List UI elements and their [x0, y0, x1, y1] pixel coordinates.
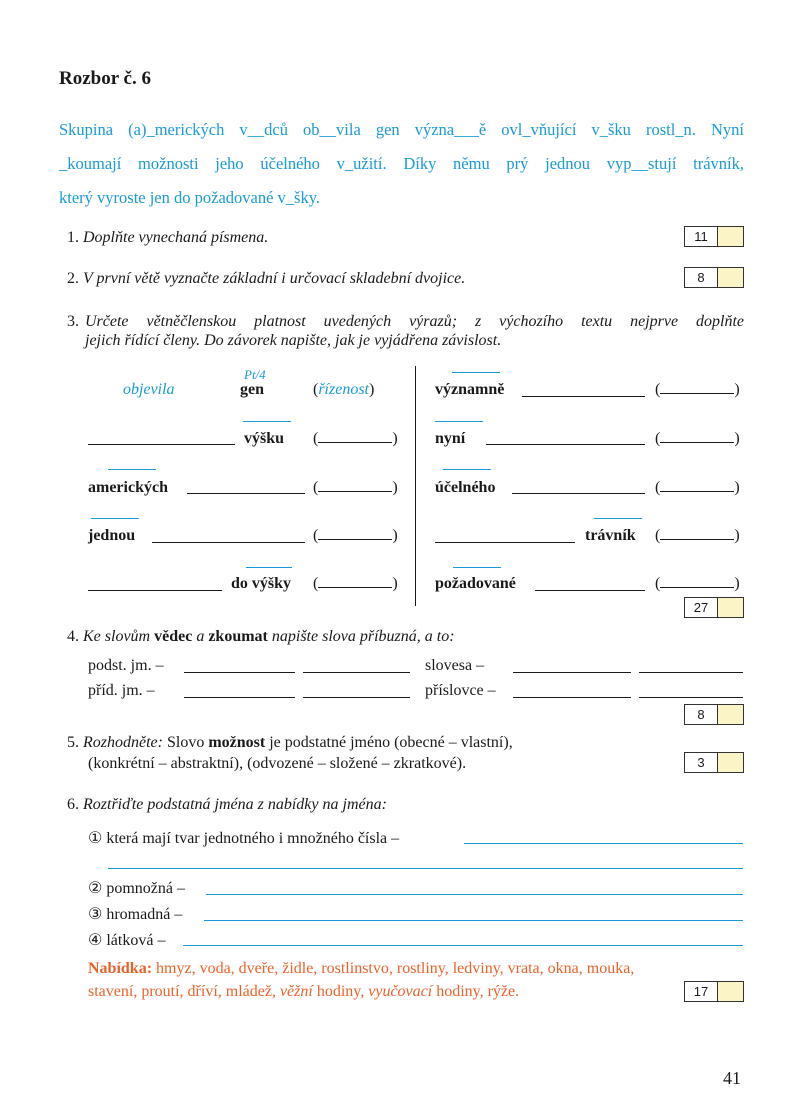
- relation-blank[interactable]: ( ): [655, 430, 740, 447]
- question-6: 6. Roztřiďte podstatná jména z nabídky na jména:: [67, 796, 387, 813]
- keyword: vědec: [154, 628, 193, 645]
- phrase-word: nyní: [435, 430, 466, 447]
- score-input[interactable]: [718, 705, 743, 724]
- category-item: ① která mají tvar jednotného i množného čísla –: [88, 830, 400, 847]
- answer-line[interactable]: [152, 542, 305, 543]
- example-relation: (řízenost): [313, 381, 375, 398]
- answer-line[interactable]: [184, 672, 295, 673]
- category-item: ③ hromadná –: [88, 906, 183, 923]
- score-input[interactable]: [718, 753, 743, 772]
- max-score: 3: [685, 753, 718, 772]
- answer-line[interactable]: [108, 469, 156, 470]
- word-offer-line2: stavení, proutí, dříví, mládež, věžní hodiny, vyučovací hodiny, rýže.: [88, 983, 520, 1000]
- category-item: ② pomnožná –: [88, 880, 185, 897]
- question-3: 3. Určete větněčlenskou platnost uvedených výrazů; z výchozího textu nejprve doplňte jejich řídící členy. Do závorek napište, jak je vyjádřena závislost.: [67, 313, 744, 349]
- phrase-word: amerických: [88, 479, 168, 496]
- example-label: Pt/4: [244, 367, 266, 382]
- question-2-text: V první větě vyznačte základní i určovací skladební dvojice.: [83, 270, 466, 287]
- score-input[interactable]: [718, 227, 743, 246]
- question-3-text: jejich řídící členy. Do závorek napište, jak je vyjádřena závislost.: [85, 332, 502, 349]
- question-3-text: Určete větněčlenskou platnost uvedených výrazů; z výchozího textu nejprve doplňte: [85, 313, 744, 330]
- phrase-word: jednou: [88, 527, 136, 544]
- max-score: 17: [685, 982, 718, 1001]
- phrase-word: účelného: [435, 479, 496, 496]
- passage-line: Skupina (a)_merických v__dců ob__vila gen význa___ě ovl_vňující v_šku rostl_n. Nyní: [59, 120, 744, 139]
- row-label: slovesa –: [425, 657, 485, 674]
- score-input[interactable]: [718, 598, 743, 617]
- source-passage: [59, 113, 744, 215]
- score-input[interactable]: [718, 268, 743, 287]
- answer-line[interactable]: [91, 518, 139, 519]
- score-box-q4[interactable]: [684, 704, 744, 725]
- score-input[interactable]: [718, 982, 743, 1001]
- max-score: 8: [685, 268, 718, 287]
- keyword: zkoumat: [208, 628, 268, 645]
- max-score: 11: [685, 227, 718, 246]
- question-5: 5. Rozhodněte: Slovo možnost je podstatné jméno (obecné – vlastní),: [67, 734, 513, 751]
- answer-line[interactable]: [639, 672, 743, 673]
- question-1-text: Doplňte vynechaná písmena.: [83, 229, 269, 246]
- page-number: 41: [723, 1068, 741, 1088]
- relation-blank[interactable]: ( ): [313, 430, 398, 447]
- passage-line: _koumají možnosti jeho účelného v_užití. Díky němu prý jednou vyp__stují trávník,: [59, 154, 744, 173]
- score-box-q6[interactable]: [684, 981, 744, 1002]
- max-score: 27: [685, 598, 718, 617]
- phrase-word: trávník: [585, 527, 636, 544]
- question-2: 2. V první větě vyznačte základní i určovací skladební dvojice.: [67, 270, 466, 287]
- relation-blank[interactable]: ( ): [655, 479, 740, 496]
- answer-line[interactable]: [88, 590, 222, 591]
- answer-line[interactable]: [243, 421, 291, 422]
- answer-line[interactable]: [108, 868, 743, 869]
- row-label: příslovce –: [425, 682, 496, 699]
- relation-blank[interactable]: ( ): [655, 527, 740, 544]
- word-offer: Nabídka: hmyz, voda, dveře, židle, rostlinstvo, rostliny, ledviny, vrata, okna, mouka,: [88, 960, 635, 977]
- row-label: podst. jm. –: [88, 657, 164, 674]
- page-title: Rozbor č. 6: [59, 68, 151, 89]
- answer-line[interactable]: [522, 396, 645, 397]
- relation-blank[interactable]: ( ): [313, 479, 398, 496]
- relation-blank[interactable]: ( ): [655, 381, 740, 398]
- relation-blank[interactable]: ( ): [655, 575, 740, 592]
- answer-line[interactable]: [443, 469, 491, 470]
- example-governing-word: objevila: [123, 381, 175, 398]
- keyword: možnost: [208, 734, 266, 751]
- answer-line[interactable]: [452, 372, 500, 373]
- question-6-text: Roztřiďte podstatná jména z nabídky na jména:: [83, 796, 387, 813]
- score-box-q3[interactable]: [684, 597, 744, 618]
- question-1: 1. Doplňte vynechaná písmena.: [67, 229, 269, 246]
- answer-line[interactable]: [435, 421, 483, 422]
- answer-line[interactable]: [513, 672, 631, 673]
- answer-line[interactable]: [435, 542, 575, 543]
- answer-line[interactable]: [464, 843, 743, 844]
- column-divider: [415, 366, 416, 606]
- answer-line[interactable]: [535, 590, 645, 591]
- max-score: 8: [685, 705, 718, 724]
- category-item: ④ látková –: [88, 932, 166, 949]
- answer-line[interactable]: [513, 697, 631, 698]
- phrase-word: do výšky: [231, 575, 292, 592]
- offer-label: Nabídka:: [88, 960, 153, 977]
- answer-line[interactable]: [204, 920, 743, 921]
- relation-blank[interactable]: ( ): [313, 575, 398, 592]
- example-word: gen: [240, 381, 264, 398]
- answer-line[interactable]: [486, 444, 645, 445]
- answer-line[interactable]: [88, 444, 235, 445]
- answer-line[interactable]: [303, 697, 410, 698]
- answer-line[interactable]: [594, 518, 642, 519]
- row-label: příd. jm. –: [88, 682, 155, 699]
- answer-line[interactable]: [512, 493, 645, 494]
- question-4: 4. Ke slovům vědec a zkoumat napište slova příbuzná, a to:: [67, 628, 455, 645]
- answer-line[interactable]: [183, 945, 743, 946]
- score-box-q2[interactable]: [684, 267, 744, 288]
- answer-line[interactable]: [206, 894, 743, 895]
- answer-line[interactable]: [453, 567, 501, 568]
- answer-line[interactable]: [639, 697, 743, 698]
- score-box-q1[interactable]: [684, 226, 744, 247]
- score-box-q5[interactable]: [684, 752, 744, 773]
- relation-blank[interactable]: ( ): [313, 527, 398, 544]
- answer-line[interactable]: [184, 697, 295, 698]
- phrase-word: významně: [435, 381, 505, 398]
- phrase-word: požadované: [435, 575, 516, 592]
- passage-line: který vyroste jen do požadované v_šky.: [59, 188, 321, 207]
- question-5-line2: (konkrétní – abstraktní), (odvozené – složené – zkratkové).: [88, 755, 467, 772]
- answer-line[interactable]: [187, 493, 305, 494]
- phrase-word: výšku: [244, 430, 285, 447]
- answer-line[interactable]: [303, 672, 410, 673]
- answer-line[interactable]: [246, 567, 292, 568]
